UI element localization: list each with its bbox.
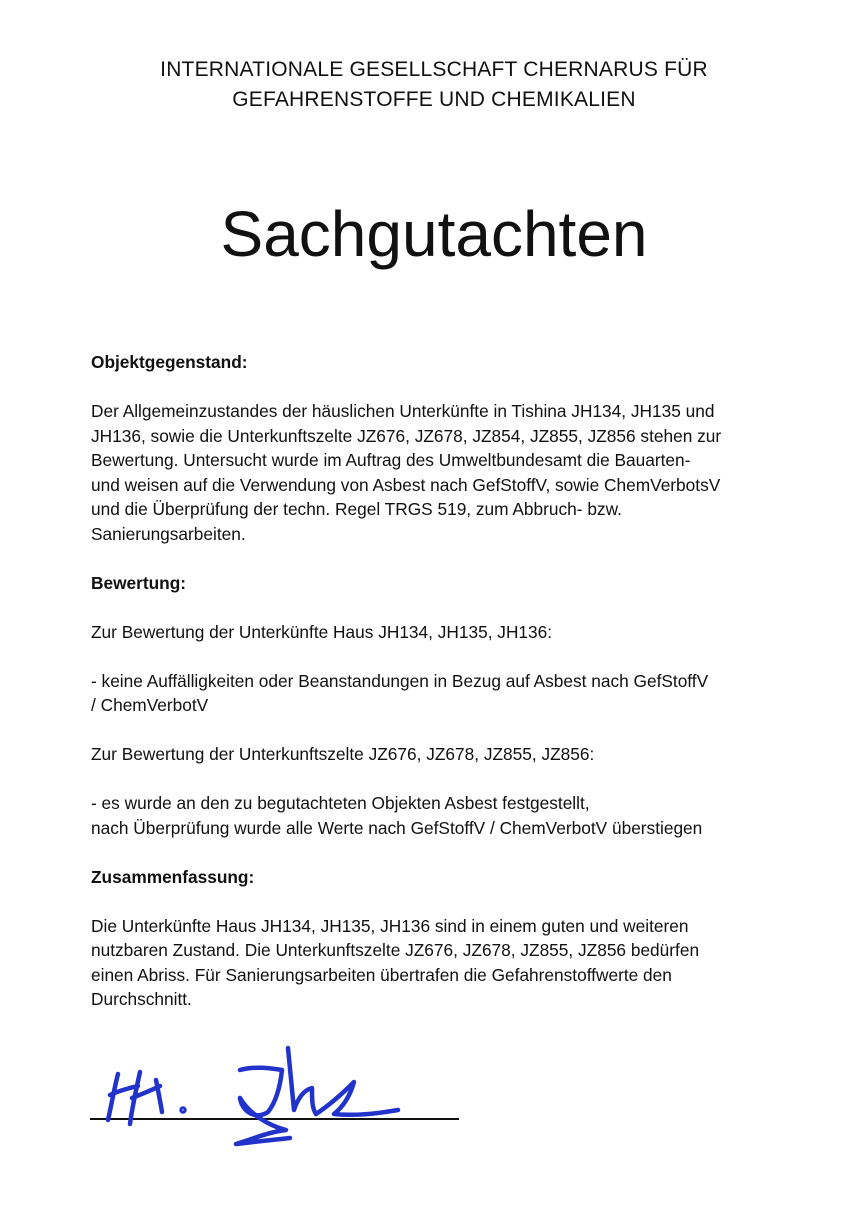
text-line: Zur Bewertung der Unterkunftszelte JZ676, JZ678, JZ855, JZ856: <box>91 744 595 764</box>
document-title: Sachgutachten <box>220 198 648 270</box>
tents-intro <box>91 742 791 767</box>
object-paragraph <box>91 399 791 546</box>
text-line: JH136, sowie die Unterkunftszelte JZ676, JZ678, JZ854, JZ855, JZ856 stehen zur <box>91 425 722 446</box>
document-body <box>91 350 791 1012</box>
text-line: und weisen auf die Verwendung von Asbest nach GefStoffV, sowie ChemVerbotsV <box>91 474 721 495</box>
text-line: Zur Bewertung der Unterkünfte Haus JH134, JH135, JH136: <box>91 621 553 642</box>
text-line: - es wurde an den zu begutachteten Objekten Asbest festgestellt, <box>91 793 590 813</box>
spacer <box>91 546 791 571</box>
signature-block <box>90 1040 470 1160</box>
spacer <box>91 718 791 743</box>
spacer <box>91 889 791 914</box>
text-line: - keine Auffälligkeiten oder Beanstandungen in Bezug auf Asbest nach GefStoffV <box>91 670 709 691</box>
houses-intro <box>91 620 791 645</box>
text-line: nutzbaren Zustand. Die Unterkunftszelte JZ676, JZ678, JZ855, JZ856 bedürfen <box>91 940 700 960</box>
spacer <box>91 644 791 669</box>
text-line: / ChemVerbotV <box>91 695 209 715</box>
section-heading-assessment: Bewertung: <box>91 572 187 593</box>
text-line: Durchschnitt. <box>91 989 192 1009</box>
text-line: Der Allgemeinzustandes der häuslichen Unterkünfte in Tishina JH134, JH135 und <box>91 401 715 421</box>
text-line: Bewertung. Untersucht wurde im Auftrag des Umweltbundesamt die Bauarten- <box>91 450 691 470</box>
text-line: nach Überprüfung wurde alle Werte nach GefStoffV / ChemVerbotV überstiegen <box>91 817 703 838</box>
spacer <box>91 595 791 620</box>
text-line: und die Überprüfung der techn. Regel TRGS 519, zum Abbruch- bzw. <box>91 499 622 519</box>
organization-name-line-1: INTERNATIONALE GESELLSCHAFT CHERNARUS FÜR <box>160 58 708 81</box>
text-line: einen Abriss. Für Sanierungsarbeiten übertrafen die Gefahrenstoffwerte den <box>91 964 672 985</box>
summary-paragraph <box>91 914 791 1012</box>
houses-result <box>91 669 791 718</box>
section-heading-object: Objektgegenstand: <box>91 352 248 372</box>
organization-name-line-2: GEFAHRENSTOFFE UND CHEMIKALIEN <box>232 88 636 111</box>
section-heading-summary: Zusammenfassung: <box>91 866 255 887</box>
text-line: Sanierungsarbeiten. <box>91 523 246 544</box>
spacer <box>91 840 791 865</box>
handwritten-signature <box>90 1040 470 1160</box>
spacer <box>91 375 791 400</box>
spacer <box>91 767 791 792</box>
tents-result <box>91 791 791 840</box>
text-line: Die Unterkünfte Haus JH134, JH135, JH136 sind in einem guten und weiteren <box>91 915 689 936</box>
